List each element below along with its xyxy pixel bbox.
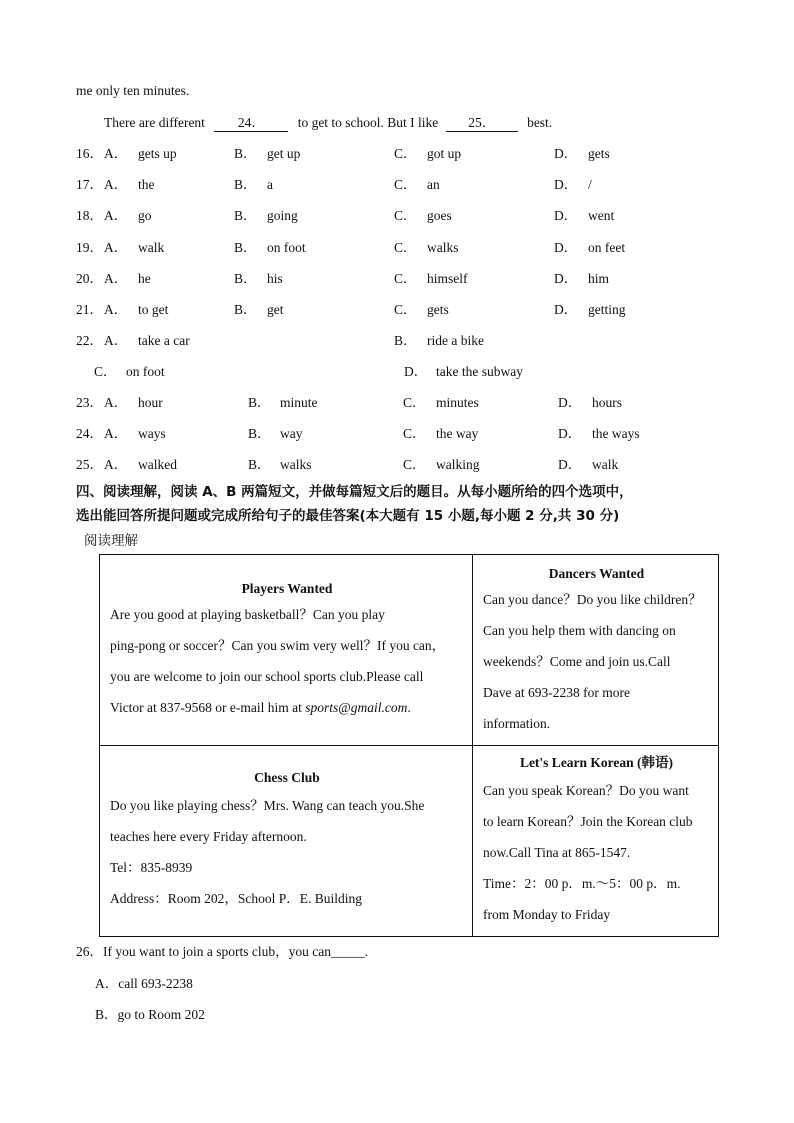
question-number: 20． <box>76 270 103 286</box>
question-number: 25． <box>76 457 103 473</box>
question-row <box>76 270 736 288</box>
option-text: to get <box>138 302 169 317</box>
option-letter: C． <box>403 395 426 410</box>
email-link[interactable]: sports@gmail.com <box>305 700 408 715</box>
option-text: on foot <box>126 364 165 379</box>
option-text: walks <box>427 239 459 255</box>
option-letter: B． <box>234 146 257 161</box>
option-text: minute <box>280 395 318 410</box>
question-row <box>76 456 736 474</box>
passage-text-a: There are different <box>104 115 205 130</box>
passage-line-1: me only ten minutes. <box>76 83 190 98</box>
question-26-end: . <box>364 944 369 959</box>
option-letter: B． <box>248 395 271 410</box>
question-row <box>76 394 736 412</box>
option-letter: A． <box>104 426 128 442</box>
option-letter: A． <box>104 239 128 255</box>
option-text: ways <box>138 426 166 442</box>
option-text: walk <box>138 239 165 255</box>
section-4-heading-line-2: 选出能回答所提问题或完成所给句子的最佳答案(本大题有 15 小题,每小题 2 分,共 30 分) <box>76 508 620 524</box>
option-letter: A． <box>104 302 128 317</box>
option-letter: C． <box>394 177 417 193</box>
option-text: take a car <box>138 333 190 348</box>
option-text: minutes <box>436 395 479 410</box>
passage-line-2 <box>104 114 552 132</box>
option-text: going <box>267 208 298 224</box>
blank-24: 24． <box>214 115 288 132</box>
question-number: 19． <box>76 239 103 255</box>
question-number: 18． <box>76 208 103 224</box>
section-4-heading <box>76 480 736 528</box>
question-number: 24． <box>76 426 103 442</box>
option-text: on foot <box>267 239 306 255</box>
question-row <box>76 239 736 257</box>
ad-line: Address：Room 202，School P．E. Building <box>110 891 363 906</box>
question-row <box>76 176 736 194</box>
option-letter: B． <box>234 270 257 286</box>
option-text: way <box>280 426 303 442</box>
option-letter: B． <box>394 333 417 348</box>
option-text: got up <box>427 146 462 161</box>
question-26-option-b: B．go to Room 202 <box>95 1007 205 1022</box>
option-text: gets <box>588 146 610 161</box>
option-text: went <box>588 208 615 224</box>
ad-line: you are welcome to join our school sports club.Please call <box>110 669 424 684</box>
option-letter: D． <box>558 457 582 473</box>
option-letter: A． <box>104 270 128 286</box>
option-letter: A． <box>104 177 128 193</box>
option-letter: D． <box>554 146 578 161</box>
option-letter: D． <box>554 270 578 286</box>
option-text: go <box>138 208 152 224</box>
option-letter: C． <box>403 457 426 473</box>
ad-line: Tel：835-8939 <box>110 860 193 875</box>
passage-text-c: best. <box>527 115 553 130</box>
option-text: getting <box>588 302 626 317</box>
ad-title: Players Wanted <box>241 581 333 596</box>
ad-learn-korean <box>473 746 719 937</box>
question-number: 22． <box>76 333 103 348</box>
option-text: he <box>138 270 151 286</box>
option-text: a <box>267 177 273 193</box>
ad-line: Time：2：00 p．m.～5：00 p．m. <box>483 876 681 891</box>
option-text: goes <box>427 208 452 224</box>
option-letter: C． <box>94 364 117 379</box>
question-26-option-a: A．call 693-2238 <box>95 976 193 991</box>
option-text: the ways <box>592 426 640 442</box>
option-text: gets up <box>138 146 177 161</box>
question-number: 16． <box>76 146 103 161</box>
option-letter: D． <box>554 208 578 224</box>
question-number: 23． <box>76 395 103 410</box>
ad-line <box>110 692 464 723</box>
ad-line: Can you help them with dancing on <box>483 623 676 638</box>
question-26-blank: _____ <box>330 944 365 959</box>
option-letter: D． <box>554 302 578 317</box>
question-row <box>76 207 736 225</box>
option-letter: B． <box>234 239 257 255</box>
question-number: 17． <box>76 177 103 193</box>
ad-players-wanted <box>100 555 473 746</box>
ad-line: Can you dance？Do you like children？ <box>483 592 702 607</box>
ad-line: now.Call Tina at 865-1547. <box>483 845 631 860</box>
ad-line: Do you like playing chess？Mrs. Wang can teach you.She <box>110 798 425 813</box>
option-text: walking <box>436 457 480 473</box>
option-text: the <box>138 177 155 193</box>
option-letter: A． <box>104 457 128 473</box>
option-letter: B． <box>234 177 257 193</box>
ad-text: Victor at 837-9568 or e-mail him at <box>110 700 306 715</box>
ad-line: Can you speak Korean？Do you want <box>483 783 689 798</box>
option-letter: A． <box>104 333 128 348</box>
question-26-stem <box>76 943 368 961</box>
question-row <box>76 425 736 443</box>
option-text: walk <box>592 457 619 473</box>
option-letter: C． <box>394 208 417 224</box>
option-letter: A． <box>104 146 128 161</box>
option-letter: D． <box>404 364 428 379</box>
ad-line: Dave at 693-2238 for more <box>483 685 630 700</box>
ad-line: teaches here every Friday afternoon. <box>110 829 307 844</box>
option-letter: C． <box>394 270 417 286</box>
option-text: the way <box>436 426 479 442</box>
option-text: on feet <box>588 239 626 255</box>
option-text: take the subway <box>436 364 523 379</box>
ad-line: ping-pong or soccer？Can you swim very well？If you can， <box>110 638 446 653</box>
ad-line: to learn Korean？Join the Korean club <box>483 814 693 829</box>
option-text: gets <box>427 302 449 317</box>
option-text: hours <box>592 395 622 410</box>
option-text: get <box>267 302 284 317</box>
option-letter: D． <box>554 177 578 193</box>
option-letter: C． <box>394 146 417 161</box>
question-22-row-2 <box>76 363 736 381</box>
question-row <box>76 145 736 163</box>
option-text: walks <box>280 457 312 473</box>
question-number: 21． <box>76 302 103 317</box>
ad-line: weekends？Come and join us.Call <box>483 654 671 669</box>
option-letter: A． <box>104 395 128 410</box>
ad-line: from Monday to Friday <box>483 907 611 922</box>
option-letter: C． <box>403 426 426 442</box>
option-letter: C． <box>394 302 417 317</box>
option-letter: D． <box>558 426 582 442</box>
section-4-heading-line-1: 四、阅读理解，阅读 A、B 两篇短文，并做每篇短文后的题目。从每小题所给的四个选项中， <box>76 484 633 500</box>
ad-title: Dancers Wanted <box>548 566 645 581</box>
option-text: himself <box>427 270 468 286</box>
ad-line: information. <box>483 716 551 731</box>
option-text: his <box>267 270 283 286</box>
ad-title: Let's Learn Korean (韩语) <box>519 755 674 770</box>
ad-text: . <box>407 700 411 715</box>
passage-text-b: to get to school. But I like <box>297 115 439 130</box>
option-text: walked <box>138 457 177 473</box>
question-row <box>76 301 736 319</box>
question-26-text: 26．If you want to join a sports club，you can <box>76 944 331 959</box>
question-22-row-1 <box>76 332 736 350</box>
option-letter: B． <box>234 208 257 224</box>
ads-table <box>99 554 719 937</box>
ad-title: Chess Club <box>254 770 320 785</box>
reading-subtitle: 阅读理解 <box>84 533 138 549</box>
option-letter: A． <box>104 208 128 224</box>
ad-dancers-wanted <box>473 555 719 746</box>
option-letter: B． <box>234 302 257 317</box>
option-text: ride a bike <box>427 333 484 348</box>
option-letter: B． <box>248 426 271 442</box>
ad-chess-club <box>100 746 473 937</box>
ad-line: Are you good at playing basketball？Can you play <box>110 607 385 622</box>
option-letter: D． <box>554 239 578 255</box>
option-text: hour <box>138 395 163 410</box>
blank-25: 25． <box>446 115 518 132</box>
option-letter: C． <box>394 239 417 255</box>
option-text: / <box>588 177 592 193</box>
option-letter: D． <box>558 395 582 410</box>
option-text: him <box>588 270 610 286</box>
option-text: get up <box>267 146 301 161</box>
option-letter: B． <box>248 457 271 473</box>
option-text: an <box>427 177 440 193</box>
